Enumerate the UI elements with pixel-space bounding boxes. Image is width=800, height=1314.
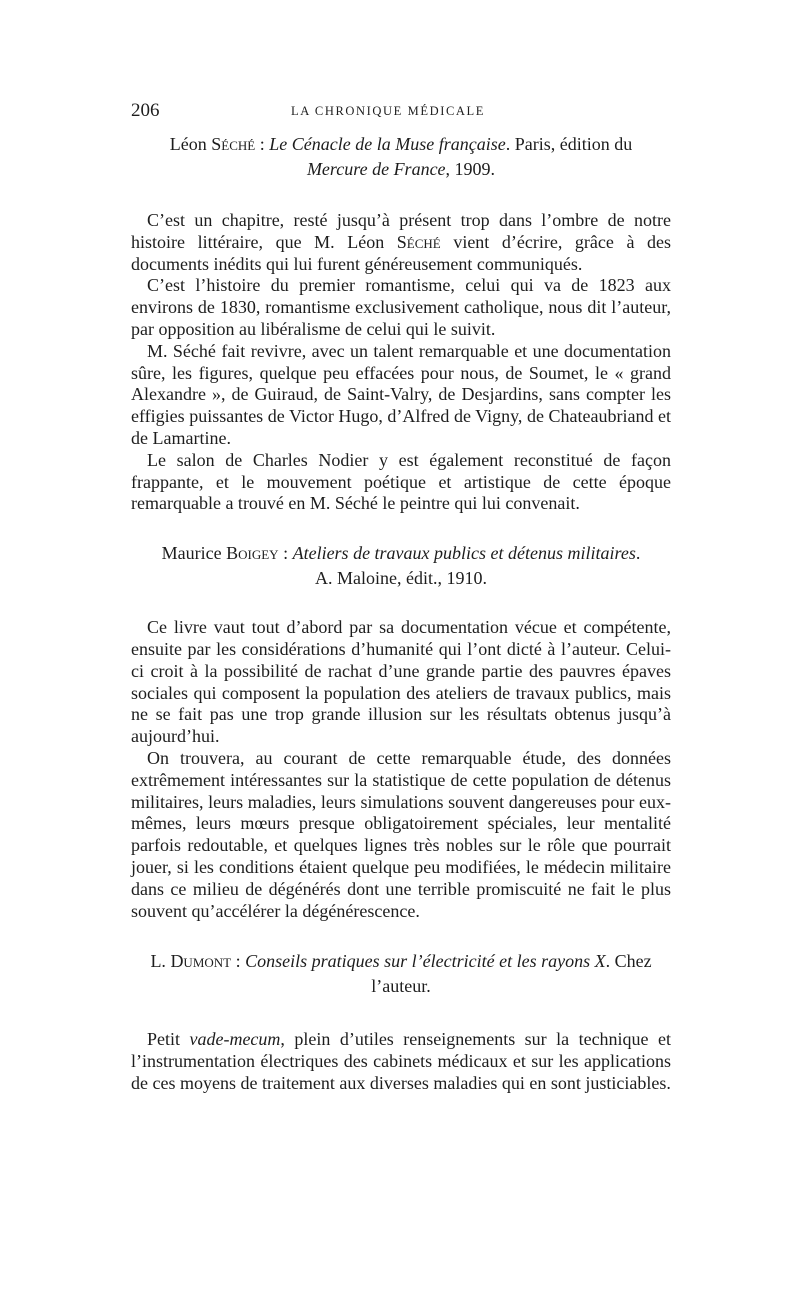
publisher: . Chez l’auteur. bbox=[371, 951, 652, 997]
publisher: . bbox=[635, 543, 641, 564]
review-entry-seche bbox=[131, 132, 671, 515]
book-title: Conseils pratiques sur l’électricité et les rayons X bbox=[245, 951, 606, 972]
paragraph: On trouvera, au courant de cette remarquable étude, des données extrêmement intéressantes sur la statistique de cette population de détenus militaires, leurs maladies, leurs simulations souvent dangereuses pour eux-mêmes, leurs mœurs presque obligatoirement spéciales, leur mentalité parfois redoutable, et quelques lignes très nobles sur le rôle que pourrait jouer, si les conditions étaient quelque peu modifiées, le médecin militaire dans ce milieu de dégénérés dont une terrible promiscuité ne fait le plus souvent qu’accélérer la dégénérescence. bbox=[131, 747, 671, 921]
paragraph: Le salon de Charles Nodier y est également reconstitué de façon frappante, et le mouvement poétique et artistique de cette époque remarquable a trouvé en M. Séché le peintre qui lui convenait. bbox=[131, 449, 671, 514]
citation-dumont bbox=[131, 949, 671, 999]
author-name-inline: Séché bbox=[396, 231, 441, 252]
running-title: LA CHRONIQUE MÉDICALE bbox=[291, 104, 486, 118]
book-page bbox=[131, 100, 671, 1095]
review-text-dumont bbox=[131, 1029, 671, 1094]
paragraph: C’est l’histoire du premier romantisme, celui qui va de 1823 aux environs de 1830, romantisme exclusivement catholique, nous dit l’auteur, par opposition au libéralisme de celui qui le suivit. bbox=[131, 275, 671, 339]
review-entry-boigey bbox=[131, 541, 671, 922]
book-title: Ateliers de travaux publics et détenus militaires bbox=[292, 543, 636, 564]
italic-term: vade-mecum bbox=[189, 1029, 281, 1050]
author-last-name: Séché bbox=[211, 134, 256, 154]
author-last-name: Dumont bbox=[170, 951, 232, 972]
citation-separator: : bbox=[278, 543, 293, 564]
review-text-boigey bbox=[131, 617, 671, 922]
publisher: . Paris, édition du bbox=[505, 134, 633, 154]
author-last-name: Boigey bbox=[226, 543, 279, 564]
citation-boigey bbox=[131, 541, 671, 591]
author-first-name: L. bbox=[150, 951, 171, 972]
author-first-name: Léon bbox=[169, 134, 212, 154]
paragraph-text: vient d’écrire, grâce à des documents inédits qui lui furent généreusement communiqués. bbox=[131, 231, 671, 274]
citation-separator: : bbox=[231, 951, 246, 972]
paragraph-text: C’est un chapitre, resté jusqu’à présent trop dans l’ombre de notre histoire littéraire, que M. Léon bbox=[131, 210, 671, 252]
paragraph-text: Petit bbox=[147, 1029, 190, 1050]
citation-separator: : bbox=[255, 134, 270, 154]
review-entry-dumont bbox=[131, 949, 671, 1094]
paragraph-text: , plein d’utiles renseignements sur la technique et l’instrumentation électriques des cabinets médicaux et sur les applications de ces moyens de traitement aux diverses maladies qui en sont justiciables. bbox=[131, 1029, 671, 1093]
publisher-line: A. Maloine, édit., 1910. bbox=[315, 568, 487, 589]
publisher-name: Mercure de France bbox=[306, 159, 446, 179]
paragraph bbox=[131, 1029, 671, 1094]
review-text-seche bbox=[131, 210, 671, 515]
author-first-name: Maurice bbox=[161, 543, 227, 564]
page-number: 206 bbox=[131, 100, 160, 121]
book-title: Le Cénacle de la Muse française bbox=[269, 134, 506, 154]
publication-year: , 1909. bbox=[445, 159, 496, 179]
running-head bbox=[131, 100, 671, 124]
paragraph: M. Séché fait revivre, avec un talent remarquable et une documentation sûre, les figures, quelque peu effacées pour nous, de Soumet, le « grand Alexandre », de Guiraud, de Saint-Valry, de Desjardins, sans compter les effigies puissantes de Victor Hugo, d’Alfred de Vigny, de Chateaubriand et de Lamartine. bbox=[131, 340, 671, 448]
paragraph bbox=[131, 210, 671, 275]
paragraph: Ce livre vaut tout d’abord par sa documentation vécue et compétente, ensuite par les considérations d’humanité qui l’ont dicté à l’auteur. Celui-ci croit à la possibilité de rachat d’une grande partie des pauvres épaves sociales qui composent la population des ateliers de travaux publics, mais ne se fait pas une trop grande illusion sur les résultats obtenus jusqu’à aujourd’hui. bbox=[131, 617, 671, 747]
citation-seche bbox=[131, 132, 671, 182]
